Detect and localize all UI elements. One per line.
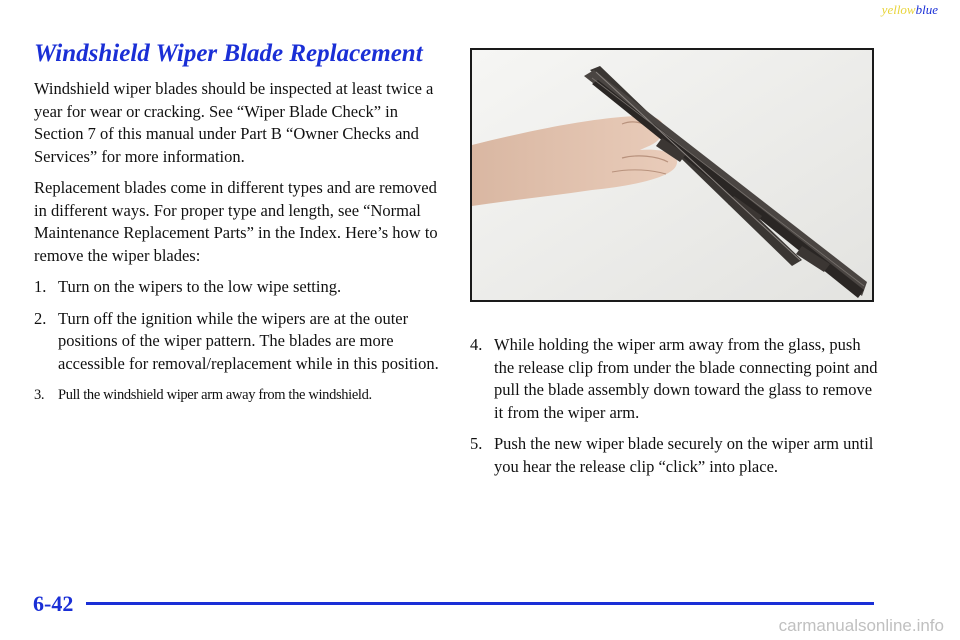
step-5	[470, 433, 880, 478]
step-5-number: 5.	[470, 434, 483, 453]
step-3-text: Pull the windshield wiper arm away from the windshield.	[58, 387, 372, 403]
step-4	[470, 334, 880, 424]
step-4-number: 4.	[470, 335, 483, 354]
page-number: 6-42	[33, 591, 74, 616]
right-column	[470, 334, 880, 487]
step-3-number: 3.	[34, 387, 45, 403]
header-tag-yellow: yellow	[881, 2, 916, 17]
header-tag-blue: blue	[915, 2, 938, 17]
step-1	[34, 276, 444, 299]
watermark: carmanualsonline.info	[778, 616, 944, 635]
step-1-text: Turn on the wipers to the low wipe setting.	[58, 277, 342, 296]
footer-rule	[86, 602, 874, 605]
page-title: Windshield Wiper Blade Replacement	[34, 40, 423, 67]
step-2	[34, 308, 444, 376]
left-column	[34, 78, 444, 416]
step-1-number: 1.	[34, 277, 47, 296]
header-tag	[882, 2, 938, 18]
step-2-text: Turn off the ignition while the wipers are at the outer positions of the wiper pattern. The blades are more accessible for removal/replacement while in this position.	[58, 308, 439, 373]
step-2-number: 2.	[34, 308, 47, 328]
replacement-paragraph: Replacement blades come in different types and are removed in different ways. For proper type and length, see “Normal Maintenance Replacement Parts” in the Index. Here’s how to remove the wiper blades:	[34, 178, 438, 265]
wiper-blade-photo	[470, 48, 874, 302]
step-3	[34, 384, 444, 407]
step-4-text: While holding the wiper arm away from the glass, push the release clip from under the blade connecting point and pull the blade assembly down toward the glass to remove it from the wiper arm.	[494, 335, 878, 422]
step-5-text: Push the new wiper blade securely on the wiper arm until you hear the release clip “click” into place.	[494, 434, 874, 476]
intro-paragraph: Windshield wiper blades should be inspected at least twice a year for wear or cracking. See “Wiper Blade Check” in Section 7 of this manual under Part B “Owner Checks and Services” for more information.	[34, 79, 434, 166]
